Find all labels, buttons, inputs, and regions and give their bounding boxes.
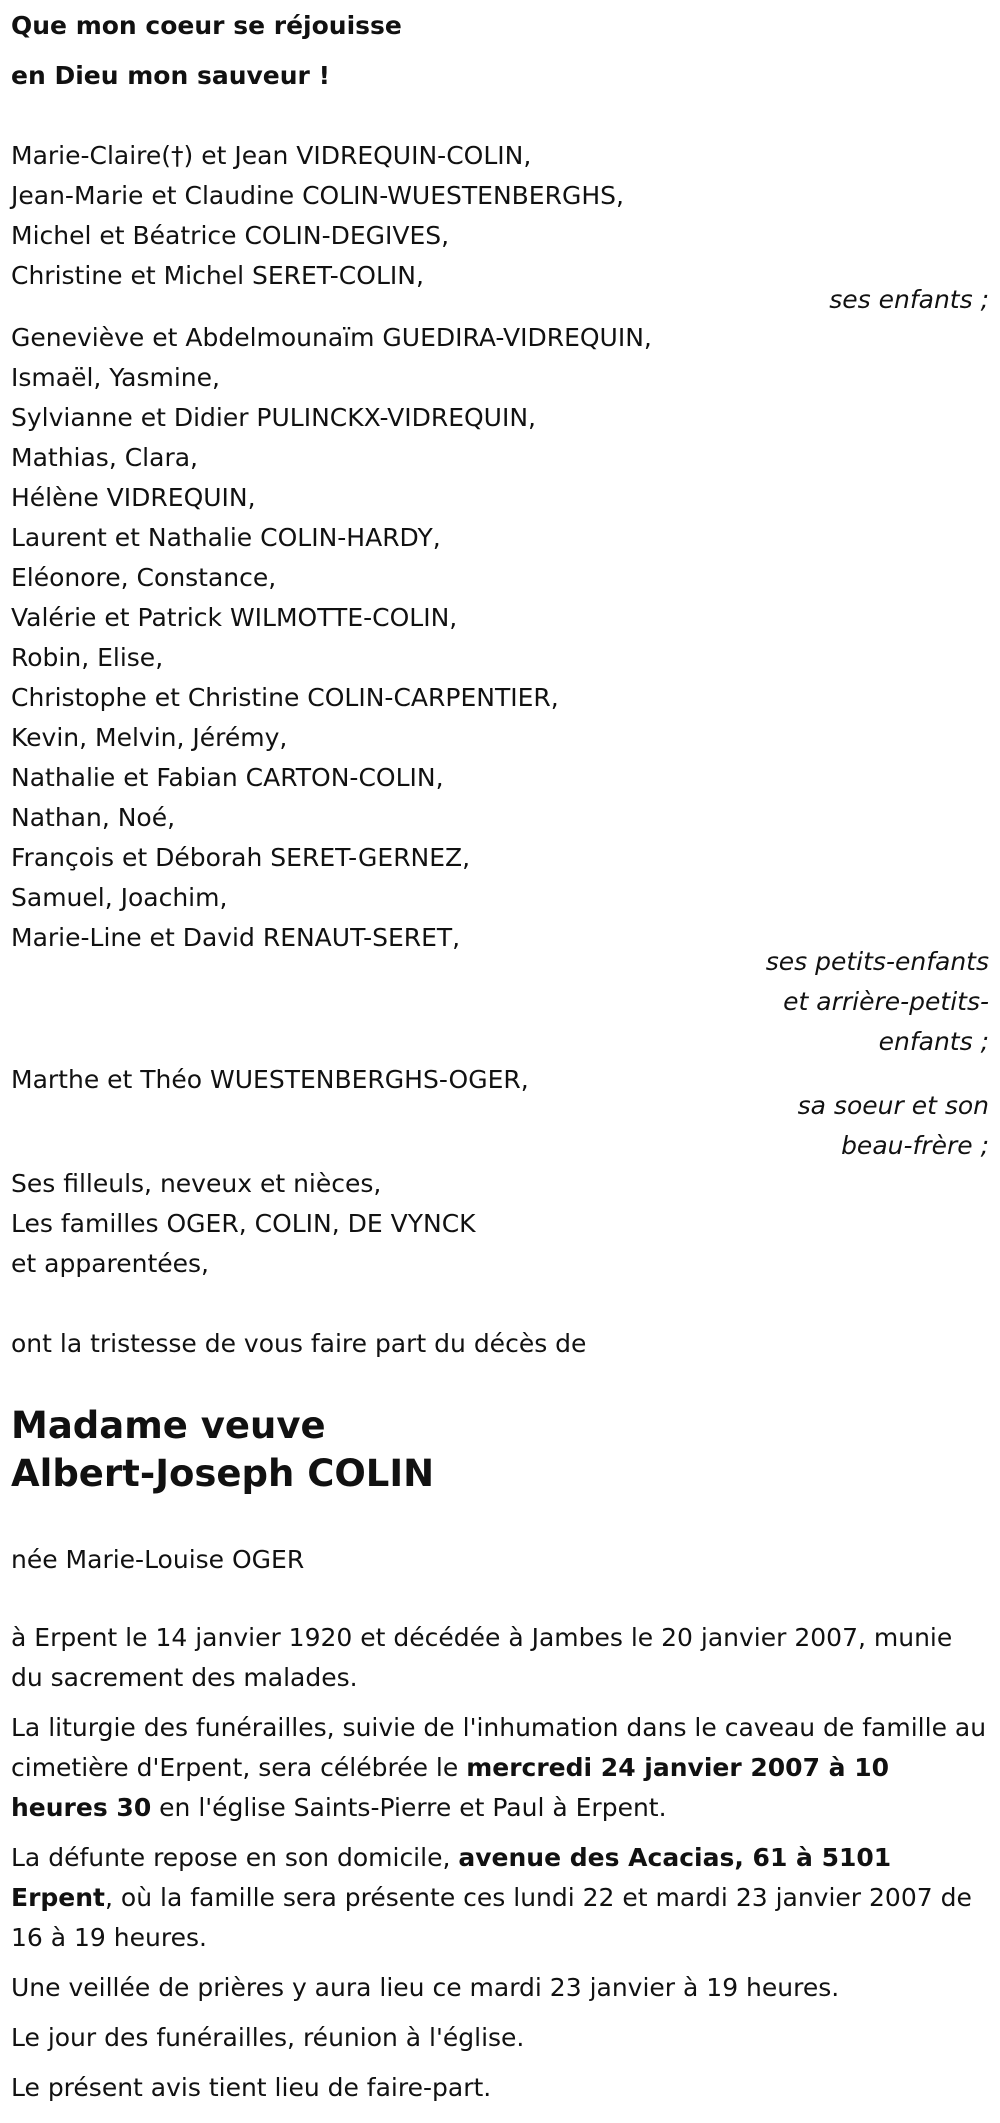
announcement: ont la tristesse de vous faire part du décès de: [11, 1329, 587, 1358]
rest-text-b: , où la famille sera présente ces lundi 22 et mardi 23 janvier 2007 de 16 à 19 heures.: [11, 1883, 972, 1952]
grandchild-name: Mathias, Clara,: [11, 443, 198, 472]
sibling-relation-2: beau-frère ;: [841, 1131, 989, 1160]
deceased-title-line-2: Albert-Joseph COLIN: [11, 1452, 435, 1495]
rest-text-a: La défunte repose en son domicile,: [11, 1843, 459, 1872]
grandchildren-relation-2: et arrière-petits-: [783, 987, 989, 1016]
deceased-title-line-1: Madame veuve: [11, 1404, 326, 1447]
sibling-relation-1: sa soeur et son: [797, 1091, 989, 1120]
grandchild-name: François et Déborah SERET-GERNEZ,: [11, 843, 471, 872]
grandchild-name: Samuel, Joachim,: [11, 883, 228, 912]
grandchild-name: Sylvianne et Didier PULINCKX-VIDREQUIN,: [11, 403, 536, 432]
child-name: Jean-Marie et Claudine COLIN-WUESTENBERGHS,: [11, 181, 624, 210]
motto-line-1: Que mon coeur se réjouisse: [11, 11, 402, 40]
others-line: et apparentées,: [11, 1249, 209, 1278]
funeral-text-a: La liturgie des funérailles, suivie de l'inhumation dans le caveau de famille au cimetière d'Erpent, sera célébrée le: [11, 1713, 987, 1782]
grandchild-name: Geneviève et Abdelmounaïm GUEDIRA-VIDREQUIN,: [11, 323, 652, 352]
motto-line-2: en Dieu mon sauveur !: [11, 61, 330, 90]
notice-paragraph: Le présent avis tient lieu de faire-part.: [11, 2073, 492, 2102]
funeral-text-b: en l'église Saints-Pierre et Paul à Erpent.: [151, 1793, 667, 1822]
grandchild-name: Kevin, Melvin, Jérémy,: [11, 723, 288, 752]
grandchild-name: Marie-Line et David RENAUT-SERET,: [11, 923, 461, 952]
grandchildren-relation-1: ses petits-enfants: [765, 947, 989, 976]
grandchild-name: Ismaël, Yasmine,: [11, 363, 220, 392]
grandchild-name: Hélène VIDREQUIN,: [11, 483, 256, 512]
rest-address: avenue des Acacias, 61 à 5101 Erpent: [11, 1843, 892, 1912]
grandchild-name: Nathan, Noé,: [11, 803, 176, 832]
funeral-paragraph: [11, 1708, 991, 1828]
others-line: Les familles OGER, COLIN, DE VYNCK: [11, 1209, 476, 1238]
child-name: Christine et Michel SERET-COLIN,: [11, 261, 424, 290]
child-name: Michel et Béatrice COLIN-DEGIVES,: [11, 221, 450, 250]
grandchild-name: Nathalie et Fabian CARTON-COLIN,: [11, 763, 444, 792]
rest-paragraph: [11, 1838, 991, 1958]
others-line: Ses filleuls, neveux et nièces,: [11, 1169, 382, 1198]
grandchild-name: Robin, Elise,: [11, 643, 164, 672]
children-relation: ses enfants ;: [829, 285, 989, 314]
birth-death-paragraph: à Erpent le 14 janvier 1920 et décédée à Jambes le 20 janvier 2007, munie du sacrement des malades.: [11, 1623, 953, 1692]
grandchildren-relation-3: enfants ;: [878, 1027, 989, 1056]
child-name: Marie-Claire(†) et Jean VIDREQUIN-COLIN,: [11, 141, 532, 170]
grandchild-name: Valérie et Patrick WILMOTTE-COLIN,: [11, 603, 458, 632]
vigil-paragraph: Une veillée de prières y aura lieu ce mardi 23 janvier à 19 heures.: [11, 1973, 840, 2002]
maiden-name: née Marie-Louise OGER: [11, 1545, 305, 1574]
grandchild-name: Eléonore, Constance,: [11, 563, 277, 592]
sibling-name: Marthe et Théo WUESTENBERGHS-OGER,: [11, 1065, 529, 1094]
meeting-paragraph: Le jour des funérailles, réunion à l'église.: [11, 2023, 525, 2052]
grandchild-name: Christophe et Christine COLIN-CARPENTIER,: [11, 683, 559, 712]
grandchild-name: Laurent et Nathalie COLIN-HARDY,: [11, 523, 441, 552]
funeral-date-time: mercredi 24 janvier 2007 à 10 heures 30: [11, 1753, 890, 1822]
